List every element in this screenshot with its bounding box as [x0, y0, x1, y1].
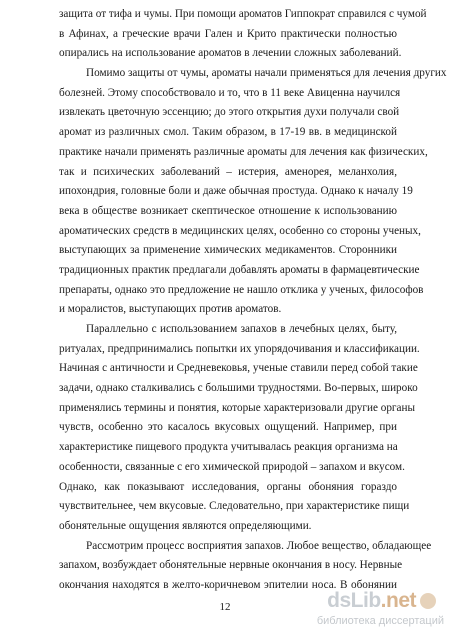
text-line: опирались на использование ароматов в лечении сложных заболеваний.: [59, 47, 402, 60]
text-line: Начиная с античности и Средневековья, ученые ставили перед собой такие: [59, 362, 418, 375]
watermark-mark-icon: [420, 593, 436, 609]
text-line: ароматических средств в медицинских целях, особенно со стороны ученых,: [59, 224, 421, 237]
text-line: запахом, возбуждает обонятельные нервные окончания в носу. Нервные: [59, 559, 403, 572]
text-line: задачи, однако сталкивались с большими трудностями. Во-первых, широко: [59, 382, 418, 395]
text-line: ритуалах, предпринимались попытки их упорядочивания и классификации.: [59, 342, 420, 355]
text-line: окончания находятся в желто-коричневом эпителии носа. В обонянии: [59, 578, 397, 591]
text-line: в Афинах, а греческие врачи Гален и Крито практически полностью: [59, 27, 397, 40]
text-line: практике начали применять различные ароматы для лечения как физических,: [59, 145, 428, 158]
watermark-logo-main: dsLib: [327, 589, 381, 612]
text-line: извлекать цветочную эссенцию; до этого открытия духи получали свой: [59, 106, 400, 119]
text-line: препараты, однако это предложение не нашло отклика у ученых, философов: [59, 283, 424, 296]
text-line: ипохондрия, головные боли и даже обычная простуда. Однако к началу 19: [59, 185, 413, 198]
text-line: чувств, особенно это касалось вкусовых ощущений. Например, при: [59, 421, 397, 434]
watermark-logo: [327, 589, 416, 613]
text-line: так и психических заболеваний – истерия, аменорея, меланхолия,: [59, 165, 397, 178]
text-line: выступающих за применение химических медикаментов. Сторонники: [59, 244, 397, 257]
watermark-logo-suffix: .net: [380, 589, 416, 612]
text-line: традиционных практик предлагали добавлять ароматы в фармацевтические: [59, 263, 420, 276]
text-line: применялись термины и понятия, которые характеризовали другие органы: [59, 401, 415, 414]
body-text: [59, 0, 447, 600]
text-line: века в обществе возникает скептическое отношение к использованию: [59, 204, 397, 217]
page-number: 12: [219, 601, 231, 613]
text-line: особенности, связанные с его химической природой – запахом и вкусом.: [59, 460, 405, 473]
text-line: чувствительнее, чем вкусовые. Следовательно, при характеристике пищи: [59, 500, 410, 513]
text-line: аромат из различных смол. Таким образом, в 17-19 вв. в медицинской: [59, 126, 397, 139]
text-line: Рассмотрим процесс восприятия запахов. Любое вещество, обладающее: [86, 539, 432, 552]
watermark-subtitle: библиотека диссертаций: [316, 615, 444, 627]
text-line: и моралистов, выступающих против ароматов.: [59, 303, 282, 316]
text-line: Помимо защиты от чумы, ароматы начали применяться для лечения других: [86, 67, 447, 80]
text-line: защита от тифа и чумы. При помощи ароматов Гиппократ справился с чумой: [59, 8, 427, 20]
text-line: обонятельные ощущения являются определяющими.: [59, 519, 312, 532]
text-line: Однако, как показывают исследования, органы обоняния гораздо: [59, 480, 397, 493]
text-line: Параллельно с использованием запахов в лечебных целях, быту,: [86, 323, 397, 335]
text-line: болезней. Этому способствовало и то, что в 11 веке Авиценна научился: [59, 86, 401, 99]
watermark: [284, 589, 444, 633]
text-line: характеристике пищевого продукта учитывалась реакция организма на: [59, 441, 398, 454]
